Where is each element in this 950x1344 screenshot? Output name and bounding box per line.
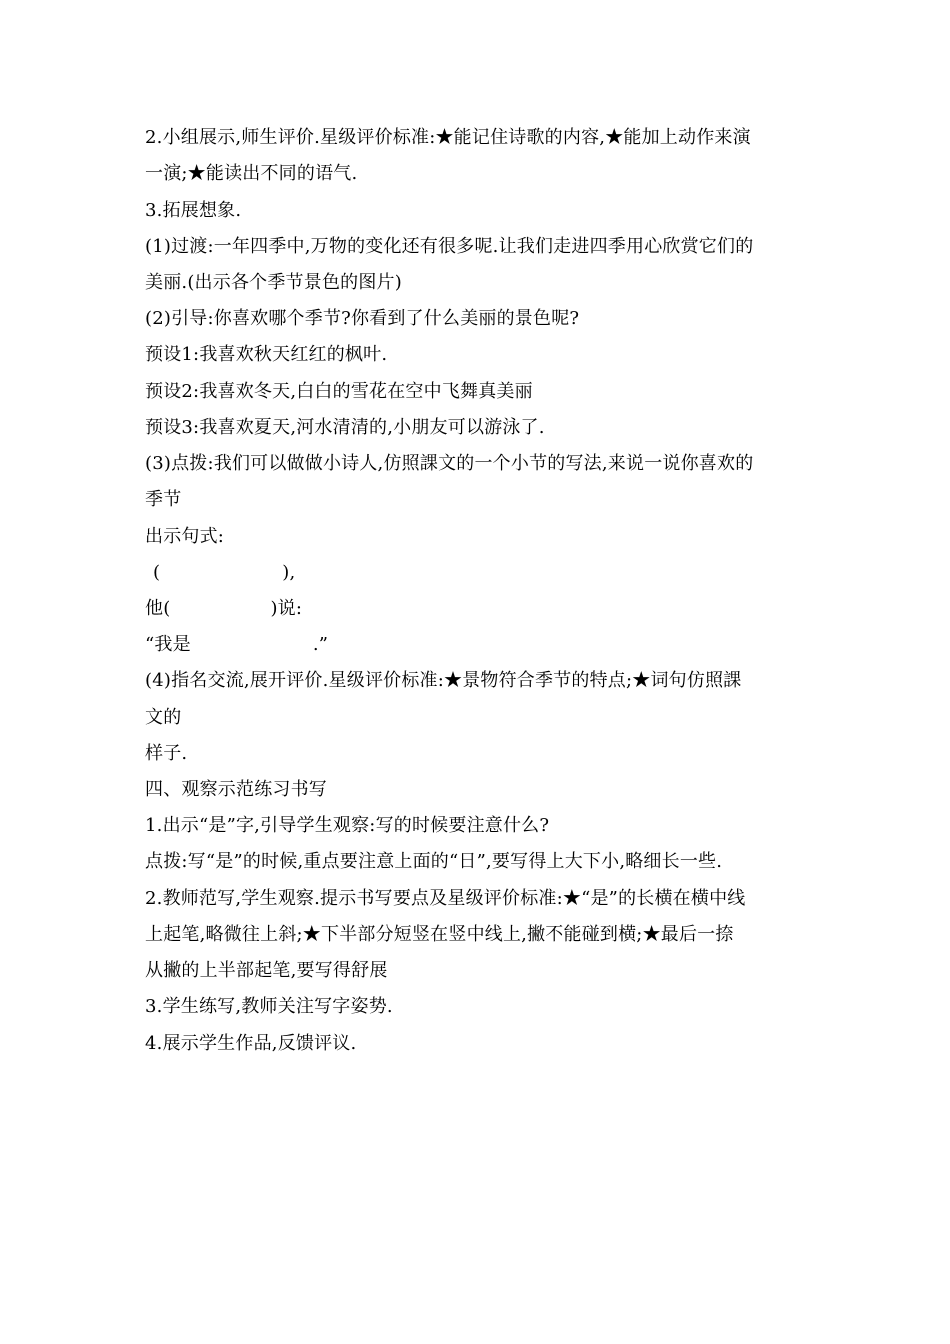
pattern-close-paren: ), <box>282 562 296 583</box>
sentence-pattern-line-3 <box>145 633 815 657</box>
text-line: 美丽.(出示各个季节景色的图片) <box>145 272 402 293</box>
text-line: 样子. <box>145 743 188 764</box>
pattern-open-paren: ( <box>153 562 161 583</box>
pattern-prefix: “我是 <box>145 634 191 655</box>
text-line: (4)指名交流,展开评价.星级评价标准:★景物符合季节的特点;★词句仿照課 <box>145 670 742 691</box>
text-line: 1.出示“是”字,引导学生观察:写的时候要注意什么? <box>145 815 550 836</box>
pattern-suffix: )说: <box>270 598 303 619</box>
pattern-suffix: .” <box>312 634 329 655</box>
text-line: 2.小组展示,师生评价.星级评价标准:★能记住诗歌的内容,★能加上动作来演 <box>145 127 751 148</box>
section-heading: 四、观察示范练习书写 <box>145 779 327 800</box>
text-line: (2)引导:你喜欢哪个季节?你看到了什么美丽的景色呢? <box>145 308 580 329</box>
text-line: 上起笔,略微往上斜;★下半部分短竖在竖中线上,撇不能碰到横;★最后一捺 <box>145 924 734 945</box>
text-line: 预设1:我喜欢秋天红红的枫叶. <box>145 344 388 365</box>
text-line: 点拨:写“是”的时候,重点要注意上面的“日”,要写得上大下小,略细长一些. <box>145 851 723 872</box>
text-line: (3)点拨:我们可以做做小诗人,仿照課文的一个小节的写法,来说一说你喜欢的 <box>145 453 754 474</box>
text-line: 从撇的上半部起笔,要写得舒展 <box>145 960 388 981</box>
sentence-pattern-line-1 <box>145 561 815 585</box>
text-line: 3.拓展想象. <box>145 200 242 221</box>
text-line: 一演;★能读出不同的语气. <box>145 163 358 184</box>
text-line: 2.教师范写,学生观察.提示书写要点及星级评价标准:★“是”的长横在横中线 <box>145 888 746 909</box>
text-line: 预设2:我喜欢冬天,白白的雪花在空中飞舞真美丽 <box>145 381 533 402</box>
text-line: 预设3:我喜欢夏天,河水清清的,小朋友可以游泳了. <box>145 417 545 438</box>
text-line: (1)过渡:一年四季中,万物的变化还有很多呢.让我们走进四季用心欣赏它们的 <box>145 236 754 257</box>
text-line: 4.展示学生作品,反馈评议. <box>145 1033 357 1054</box>
sentence-pattern-line-2 <box>145 597 815 621</box>
text-line: 季节 <box>145 489 182 510</box>
pattern-prefix: 他( <box>145 598 171 619</box>
text-line: 出示句式: <box>145 526 225 547</box>
text-line: 3.学生练写,教师关注写字姿势. <box>145 996 393 1017</box>
text-line: 文的 <box>145 707 182 728</box>
